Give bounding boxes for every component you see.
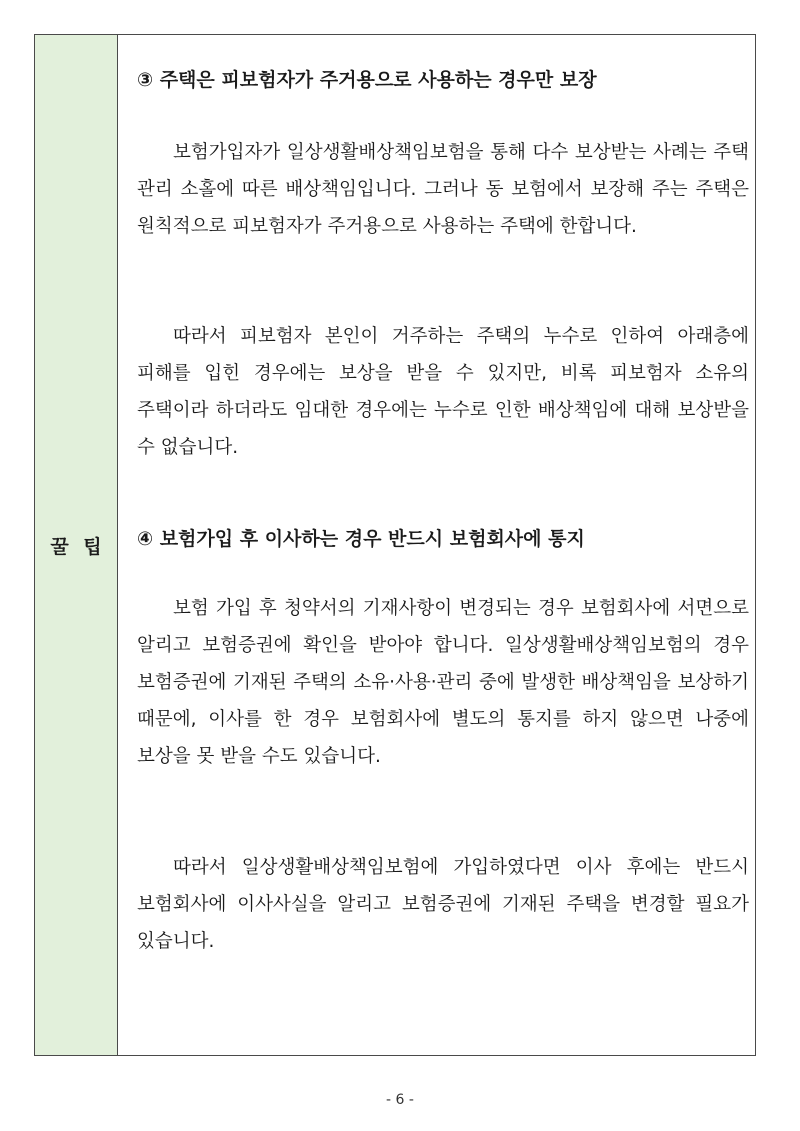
section-3-paragraph-1: 보험가입자가 일상생활배상책임보험을 통해 다수 보상받는 사례는 주택 관리 소홀에 따른 배상책임입니다. 그러나 동 보험에서 보장해 주는 주택은 원칙적으로 피보험자가 주거용으로 사용하는 주택에 한합니다.: [137, 142, 749, 237]
section-3-heading: ③ 주택은 피보험자가 주거용으로 사용하는 경우만 보장: [137, 69, 597, 91]
side-column: [35, 35, 118, 1055]
side-label: 꿀 팁: [50, 535, 106, 558]
section-3-paragraph-2: 따라서 피보험자 본인이 거주하는 주택의 누수로 인하여 아래층에 피해를 입힌 경우에는 보상을 받을 수 있지만, 비록 피보험자 소유의 주택이라 하더라도 임대한 경우에는 누수로 인한 배상책임에 대해 보상받을 수 없습니다.: [137, 326, 749, 458]
tip-box: [34, 34, 756, 1056]
section-4-paragraph-1: 보험 가입 후 청약서의 기재사항이 변경되는 경우 보험회사에 서면으로 알리고 보험증권에 확인을 받아야 합니다. 일상생활배상책임보험의 경우 보험증권에 기재된 주택의 소유·사용·관리 중에 발생한 배상책임을 보상하기 때문에, 이사를 한 경우 보험회사에 별도의 통지를 하지 않으면 나중에 보상을 못 받을 수도 있습니다.: [137, 598, 749, 767]
page-number: - 6 -: [386, 1092, 414, 1108]
section-4-paragraph-2: 따라서 일상생활배상책임보험에 가입하였다면 이사 후에는 반드시 보험회사에 이사사실을 알리고 보험증권에 기재된 주택을 변경할 필요가 있습니다.: [137, 857, 749, 952]
section-4-heading: ④ 보험가입 후 이사하는 경우 반드시 보험회사에 통지: [137, 528, 585, 550]
tip-content: [118, 35, 755, 1055]
